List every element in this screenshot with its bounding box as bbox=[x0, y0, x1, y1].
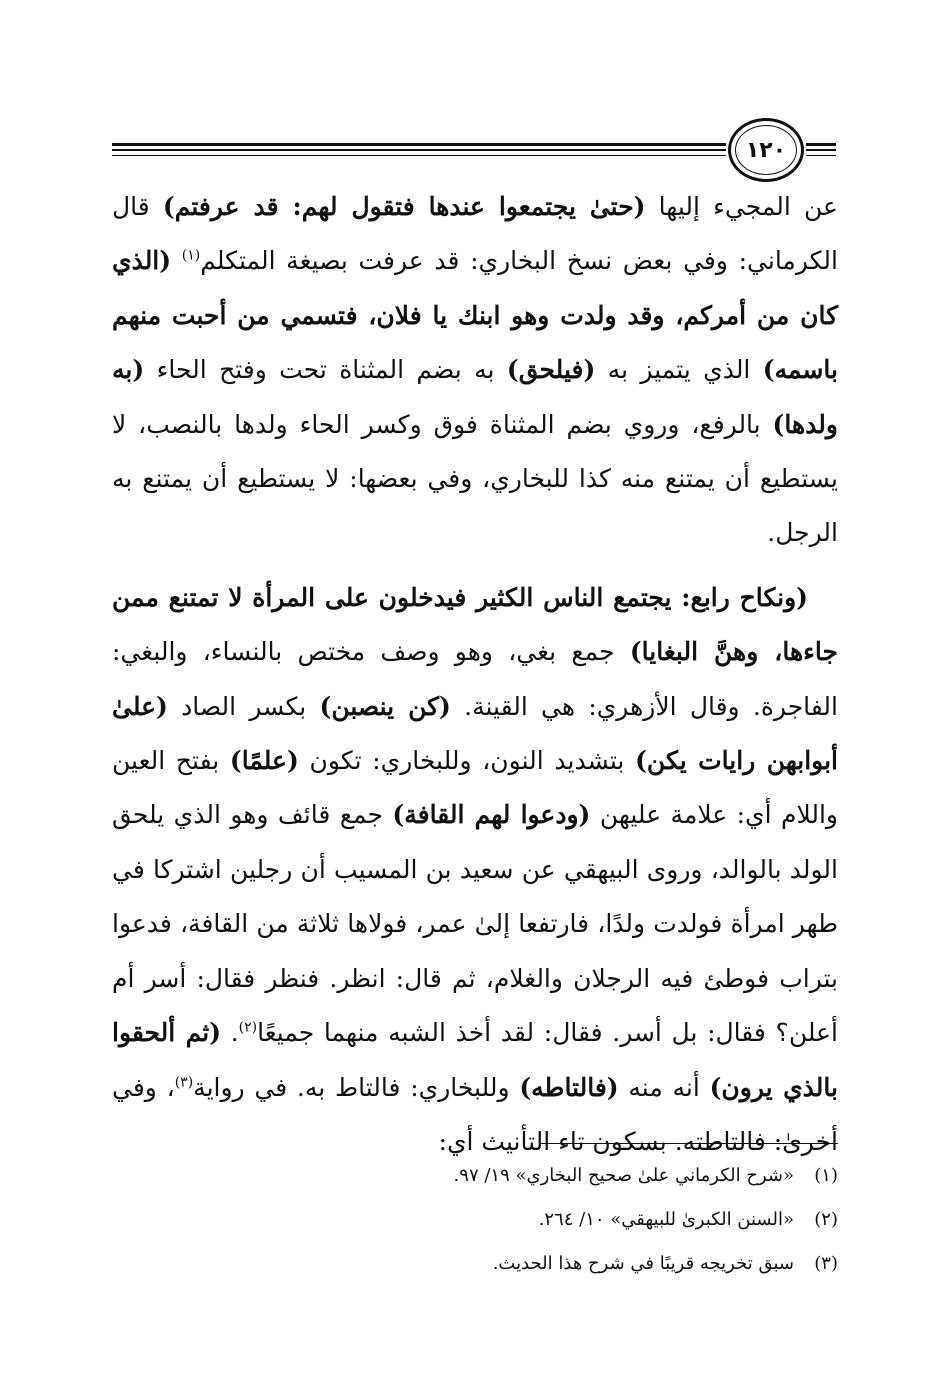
matn-quote: (ودعوا لهم القافة) bbox=[392, 800, 591, 830]
matn-quote: (فالتاطه) bbox=[519, 1072, 619, 1102]
header-rule bbox=[112, 149, 726, 151]
text-run: بتشديد النون، وللبخاري: تكون bbox=[298, 746, 636, 776]
footnote-text: «شرح الكرماني علىٰ صحيح البخاري» ١٩/ ٩٧. bbox=[453, 1165, 794, 1186]
matn-quote: (علىٰ أبوابهن رايات يكن) bbox=[112, 691, 839, 776]
text-run: ، وفي أخرىٰ: فالتاطته. بسكون تاء التأنيث أي: bbox=[112, 1072, 838, 1156]
text-run: . bbox=[221, 1018, 239, 1048]
body-text bbox=[112, 180, 838, 1169]
text-run: بفتح العين واللام أي: علامة عليهن bbox=[112, 746, 838, 830]
matn-quote: (علمًا) bbox=[229, 746, 299, 776]
matn-quote: (فيلحق) bbox=[506, 355, 596, 385]
matn-quote: (ثم ألحقوا بالذي يرون) bbox=[112, 1018, 838, 1102]
footnote-ref[interactable]: (٣) bbox=[174, 1074, 194, 1091]
text-run: جمع قائف وهو الذي يلحق الولد بالوالد، وروى البيهقي عن سعيد بن المسيب أن رجلين اشتركا في طهر امرأة فولدت ولدًا، فارتفعا إلىٰ عمر، فولاها ثلاثة من القافة، فدعوا بتراب فوطئ فيه الرجلان والغلام، ثم قال: انظر. فنظر فقال: أسر أم أعلن؟ فقال: بل أسر. فقال: لقد أخذ الشبه منهما جميعًا bbox=[112, 800, 838, 1048]
footnote-ref[interactable]: (١) bbox=[181, 248, 201, 265]
matn-quote: (الذي كان من أمركم، وقد ولدت وهو ابنك يا فلان، فتسمي من أحبت منهم باسمه) bbox=[112, 246, 838, 385]
text-run bbox=[171, 246, 182, 275]
header-rule bbox=[806, 155, 836, 156]
paragraph bbox=[112, 180, 838, 561]
text-run: أنه منه bbox=[618, 1072, 710, 1102]
text-run: عن المجيء إليها bbox=[645, 192, 838, 221]
text-run: بالرفع، وروي بضم المثناة فوق وكسر الحاء ولدها بالنصب، لا يستطيع أن يمتنع منه كذا للبخاري، وفي بعضها: لا يستطيع أن يمتنع به الرجل. bbox=[112, 409, 838, 548]
page-number-medallion bbox=[728, 118, 804, 182]
footnote-ref[interactable]: (٢) bbox=[238, 1019, 258, 1036]
footnote bbox=[112, 1154, 838, 1198]
footnote-mark: (١) bbox=[814, 1165, 838, 1186]
header-rule bbox=[112, 155, 726, 156]
matn-quote: (ونكاح رابع: يجتمع الناس الكثير فيدخلون على المرأة لا تمتنع ممن جاءها، وهنَّ البغايا) bbox=[112, 582, 838, 667]
footnote-separator bbox=[540, 1143, 838, 1144]
header-rule bbox=[806, 149, 836, 151]
text-run: بكسر الصاد bbox=[167, 691, 320, 721]
footnote-mark: (٢) bbox=[814, 1209, 838, 1230]
footnotes bbox=[112, 1154, 838, 1286]
header-rule bbox=[112, 143, 726, 146]
footnote-mark: (٣) bbox=[814, 1253, 838, 1274]
paragraph bbox=[112, 571, 838, 1169]
footnote-text: سبق تخريجه قريبًا في شرح هذا الحديث. bbox=[492, 1253, 794, 1274]
text-run: جمع بغي، وهو وصف مختص بالنساء، والبغي: الفاجرة. وقال الأزهري: هي القينة. bbox=[112, 637, 839, 721]
matn-quote: (كن ينصبن) bbox=[319, 691, 451, 721]
page-number: ١٢٠ bbox=[745, 137, 787, 163]
text-run: وللبخاري: فالتاط به. في رواية bbox=[193, 1072, 520, 1102]
matn-quote: (به ولدها) bbox=[112, 355, 838, 439]
matn-quote: (حتىٰ يجتمعوا عندها فتقول لهم: قد عرفتم) bbox=[162, 192, 646, 221]
footnote bbox=[112, 1198, 838, 1242]
header-rule bbox=[806, 143, 836, 146]
footnote bbox=[112, 1242, 838, 1286]
text-run: قال الكرماني: وفي بعض نسخ البخاري: قد عرفت بصيغة المتكلم bbox=[112, 192, 838, 276]
text-run: به بضم المثناة تحت وفتح الحاء bbox=[144, 355, 507, 385]
text-run: الذي يتميز به bbox=[595, 355, 763, 385]
footnote-text: «السنن الكبرىٰ للبيهقي» ١٠/ ٢٦٤. bbox=[538, 1209, 794, 1230]
